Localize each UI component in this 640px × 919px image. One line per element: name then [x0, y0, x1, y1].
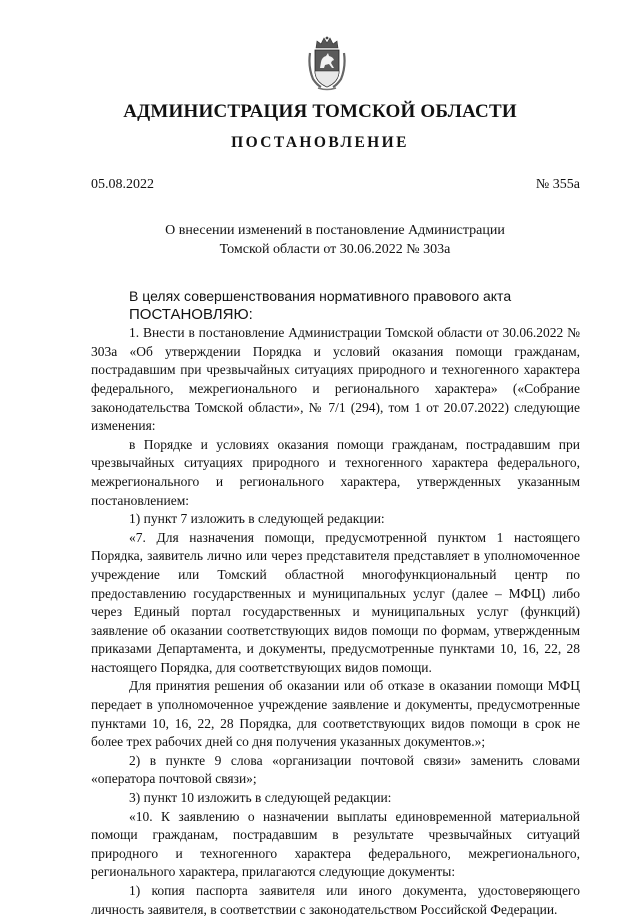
- coat-of-arms-icon: [307, 35, 347, 91]
- document-subject: [90, 221, 580, 259]
- subject-line: О внесении изменений в постановление Администрации: [165, 223, 505, 238]
- document-number: № 355а: [535, 177, 580, 192]
- document-body: [91, 287, 580, 919]
- body-paragraph: в Порядке и условиях оказания помощи гражданам, пострадавшим при чрезвычайных ситуациях природного и техногенного характера федерального, межрегионального и регионального характера, утвержденных указанным постановлением:: [91, 436, 580, 508]
- body-paragraph: «7. Для назначения помощи, предусмотренной пунктом 1 настоящего Порядка, заявитель лично или через представителя представляет в уполномоченное учреждение или Томский областной многофункциональный центр по предоставлению государственных и муниципальных услуг (далее – МФЦ) либо через Единый портал государственных и муниципальных услуг (функций) заявление об оказании соответствующих видов помощи по формам, утвержденным приказами Департамента, и документы, предусмотренные пунктами 10, 16, 22, 28 настоящего Порядка, для соответствующих видов помощи.: [91, 529, 580, 675]
- document-type: ПОСТАНОВЛЕНИЕ: [231, 134, 409, 151]
- body-paragraph: 1) копия паспорта заявителя или иного документа, удостоверяющего личность заявителя, в соответствии с законодательством Российской Федерации.: [91, 883, 580, 917]
- intro-paragraph: В целях совершенствования нормативного правового акта: [129, 288, 512, 304]
- subject-line: Томской области от 30.06.2022 № 303а: [219, 242, 451, 257]
- document-date: 05.08.2022: [91, 177, 154, 192]
- body-paragraph: 3) пункт 10 изложить в следующей редакции:: [129, 790, 392, 806]
- decree-word: ПОСТАНОВЛЯЮ:: [129, 305, 253, 323]
- organization-title: АДМИНИСТРАЦИЯ ТОМСКОЙ ОБЛАСТИ: [123, 101, 517, 122]
- body-paragraph: 1) пункт 7 изложить в следующей редакции:: [129, 511, 385, 527]
- body-paragraph: «10. К заявлению о назначении выплаты единовременной материальной помощи гражданам, пострадавшим в результате чрезвычайных ситуаций природного и техногенного характера федерального, межрегионального, регионального характера, прилагаются следующие документы:: [91, 808, 580, 880]
- body-paragraph: 2) в пункте 9 слова «организации почтовой связи» заменить словами «оператора почтовой связи»;: [91, 752, 580, 787]
- body-paragraph: 1. Внести в постановление Администрации Томской области от 30.06.2022 № 303а «Об утверждении Порядка и условий оказания помощи гражданам, пострадавшим при чрезвычайных ситуациях природного и техногенного характера федерального, межрегионального и регионального характера» («Собрание законодательства Томской области», № 7/1 (294), том 1 от 20.07.2022) следующие изменения:: [91, 325, 580, 434]
- body-paragraph: Для принятия решения об оказании или об отказе в оказании помощи МФЦ передает в уполномоченное учреждение заявление и документы, предусмотренные пунктами 10, 16, 22, 28 Порядка, для соответствующих видов помощи в срок не более трех рабочих дней со дня получения указанных документов.»;: [91, 678, 580, 750]
